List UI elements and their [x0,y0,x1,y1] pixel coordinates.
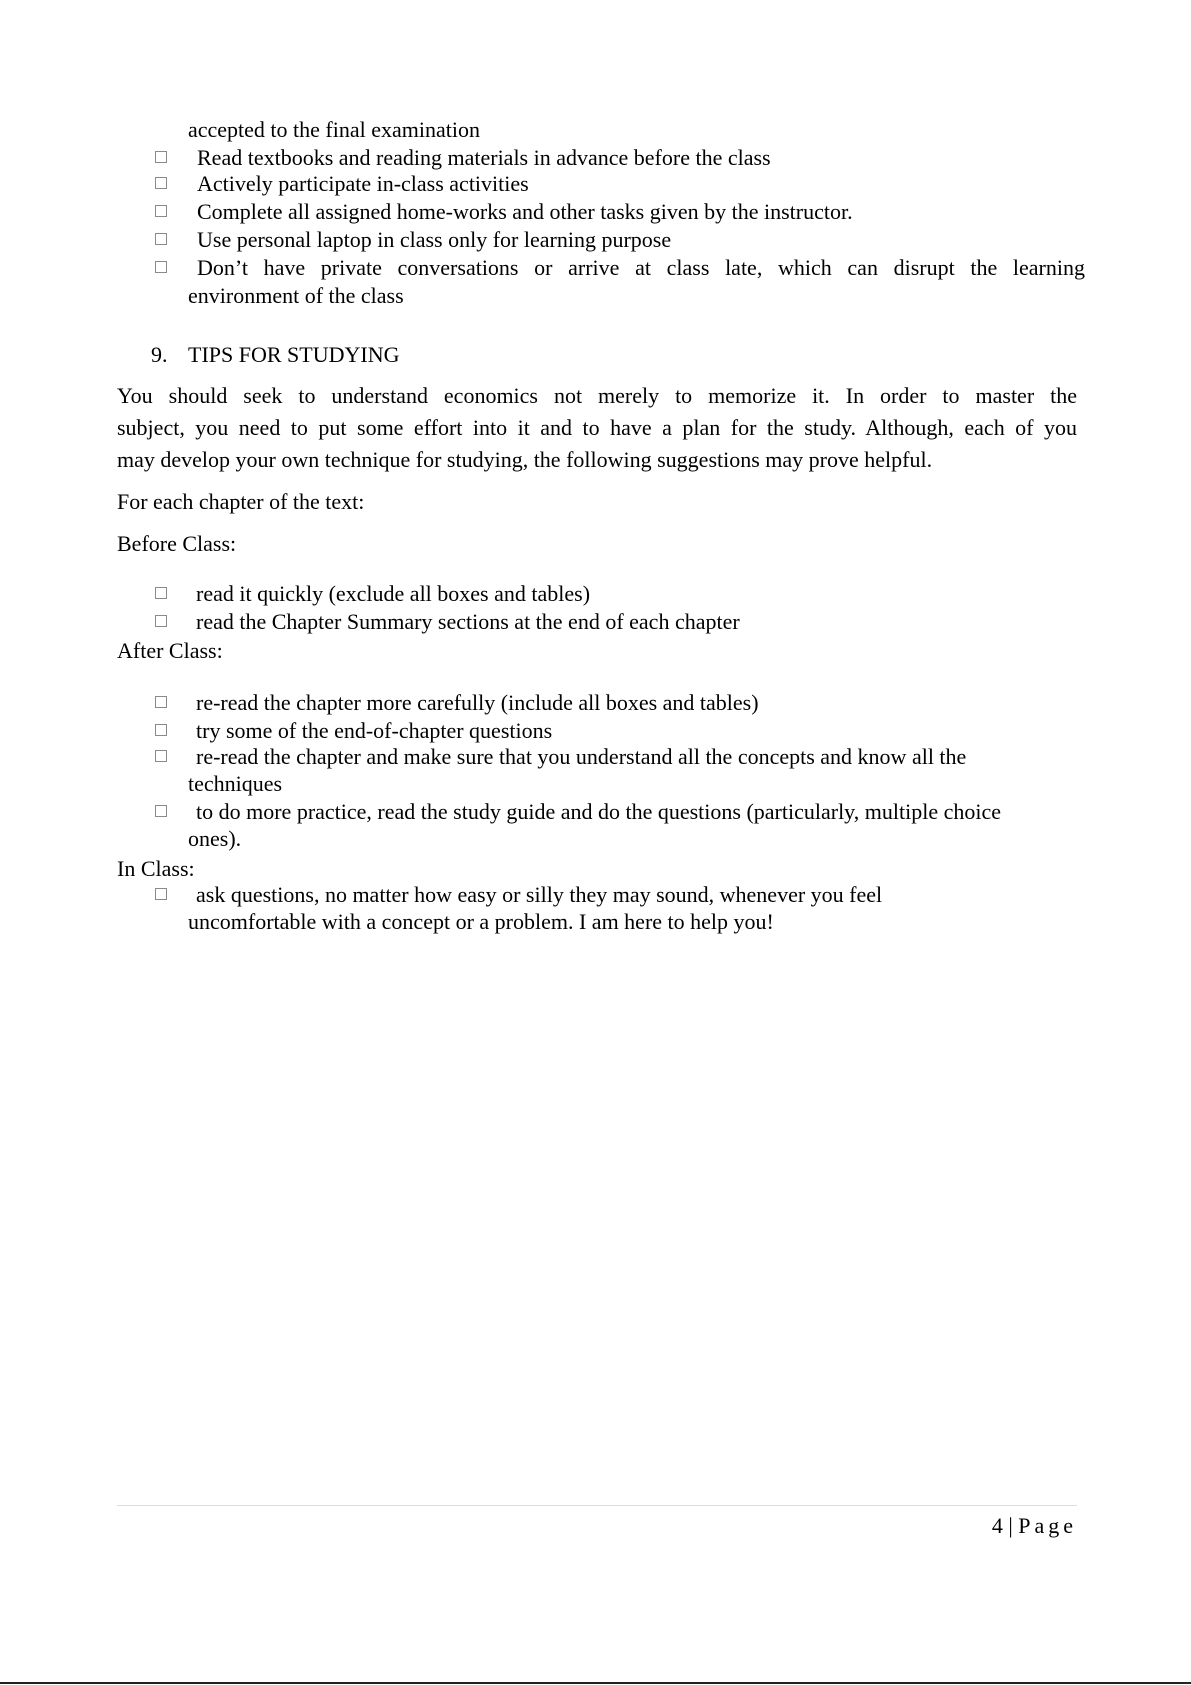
bullet-box-icon [155,696,167,708]
after-class-item-line2: techniques [188,771,283,796]
page-bottom-edge [0,1682,1191,1684]
in-class-heading: In Class: [117,856,195,881]
bullet-box-icon [155,151,167,163]
rule-item: Use personal laptop in class only for learning purpose [197,227,672,252]
section-heading: TIPS FOR STUDYING [188,342,400,367]
bullet-box-icon [155,233,167,245]
after-class-item-line1: to do more practice, read the study guide and do the questions (particularly, multiple choice [196,799,1001,824]
bullet-box-icon [155,724,167,736]
in-class-item-line2: uncomfortable with a concept or a problem. I am here to help you! [188,909,774,934]
page-footer [992,1513,1077,1539]
after-class-heading: After Class: [117,638,223,663]
bullet-box-icon [155,587,167,599]
bullet-box-icon [155,615,167,627]
intro-line: may develop your own technique for studying, the following suggestions may prove helpful. [117,447,933,472]
for-each-label: For each chapter of the text: [117,489,365,514]
before-class-heading: Before Class: [117,531,237,556]
rule-item: Complete all assigned home-works and other tasks given by the instructor. [197,199,853,224]
bullet-box-icon [155,888,167,900]
bullet-box-icon [155,805,167,817]
section-number: 9. [151,342,168,367]
bullet-box-icon [155,261,167,273]
bullet-box-icon [155,205,167,217]
in-class-item-line1: ask questions, no matter how easy or silly they may sound, whenever you feel [196,882,883,907]
after-class-item-line2: ones). [188,826,242,851]
page-number: 4 [991,1513,1003,1538]
intro-line: You should seek to understand economics not merely to memorize it. In order to master the [117,383,1077,408]
page-separator: | [1008,1513,1013,1538]
intro-paragraph [117,380,1077,476]
bullet-box-icon [155,750,167,762]
rule-item: Read textbooks and reading materials in advance before the class [197,145,771,170]
before-class-item: read it quickly (exclude all boxes and tables) [196,581,591,606]
after-class-item: try some of the end-of-chapter questions [196,718,553,743]
bullet-box-icon [155,177,167,189]
footer-divider [117,1505,1077,1506]
intro-line: subject, you need to put some effort into it and to have a plan for the study. Although, each of you [117,415,1077,440]
after-class-item-line1: re-read the chapter and make sure that you understand all the concepts and know all the [196,744,967,769]
rule-item: Actively participate in-class activities [197,171,529,196]
rule-item-line1: Don’t have private conversations or arrive at class late, which can disrupt the learning [197,255,1085,280]
rule-item-line2: environment of the class [188,283,404,308]
before-class-item: read the Chapter Summary sections at the end of each chapter [196,609,740,634]
continued-line: accepted to the final examination [188,117,480,142]
page-label: Page [1018,1513,1077,1538]
after-class-item: re-read the chapter more carefully (include all boxes and tables) [196,690,759,715]
